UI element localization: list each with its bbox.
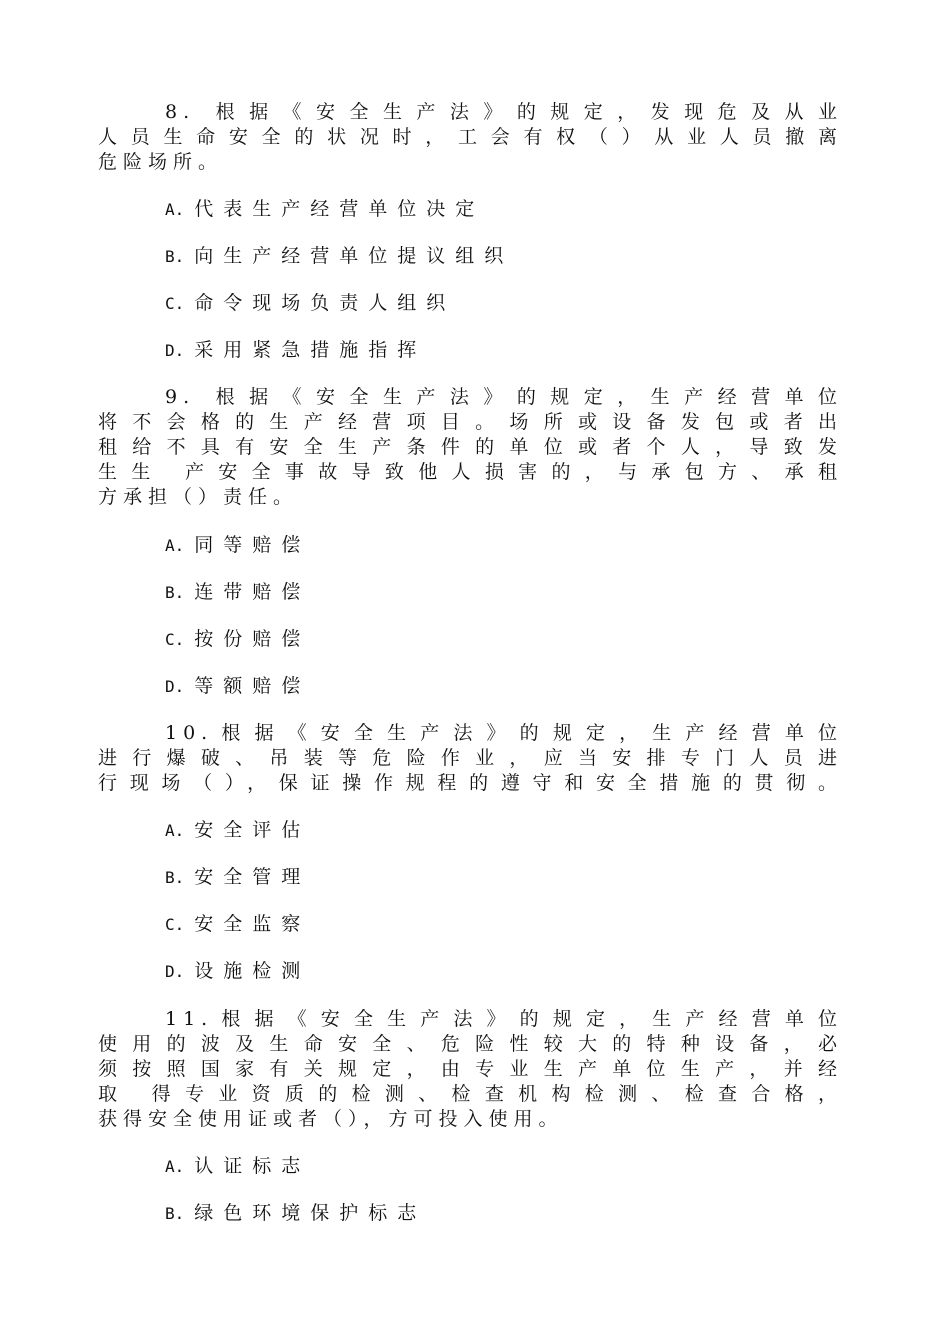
option-c: C. 按份赔偿 xyxy=(165,628,311,650)
question-line: 租给不具有安全生产条件的单位或者个人，导致发 xyxy=(98,436,843,458)
question-line: 行现场（），保证操作规程的遵守和安全措施的贯彻。 xyxy=(98,772,843,794)
question-9 xyxy=(98,385,843,510)
question-line: 生生 产安全事故导致他人损害的，与承包方、承租 xyxy=(98,461,843,483)
question-10 xyxy=(98,721,843,796)
option-c: C. 安全监察 xyxy=(165,913,311,935)
option-b: B. 绿色环境保护标志 xyxy=(165,1202,427,1224)
option-c: C. 命令现场负责人组织 xyxy=(165,292,456,314)
question-8 xyxy=(98,100,843,175)
option-b: B. 连带赔偿 xyxy=(165,581,311,603)
option-a: A. 安全评估 xyxy=(165,819,311,841)
option-a: A. 代表生产经营单位决定 xyxy=(165,198,485,220)
question-line: 人员生命安全的状况时，工会有权（）从业人员撤离 xyxy=(98,126,843,148)
question-line: 使用的波及生命安全、危险性较大的特种设备，必 xyxy=(98,1033,843,1055)
option-b: B. 向生产经营单位提议组织 xyxy=(165,245,514,267)
option-b: B. 安全管理 xyxy=(165,866,311,888)
question-line: 获得安全使用证或者（），方可投入使用。 xyxy=(98,1108,564,1130)
option-d: D. 采用紧急措施指挥 xyxy=(165,339,427,361)
question-line: 进行爆破、吊装等危险作业，应当安排专门人员进 xyxy=(98,747,843,769)
question-11 xyxy=(98,1007,843,1132)
question-line: 10.根据《安全生产法》的规定，生产经营单位 xyxy=(165,722,843,744)
question-line: 将不会格的生产经营项目。场所或设备发包或者出 xyxy=(98,411,843,433)
question-line: 危险场所。 xyxy=(98,151,224,173)
question-line: 取 得专业资质的检测、检查机构检测、检查合格， xyxy=(98,1083,843,1105)
option-d: D. 等额赔偿 xyxy=(165,675,311,697)
question-line: 9. 根据《安全生产法》的规定，生产经营单位 xyxy=(165,386,843,408)
question-line: 11.根据《安全生产法》的规定，生产经营单位 xyxy=(165,1008,843,1030)
question-line: 8. 根据《安全生产法》的规定，发现危及从业 xyxy=(165,101,843,123)
question-line: 须按照国家有关规定，由专业生产单位生产，并经 xyxy=(98,1058,843,1080)
question-line: 方承担（）责任。 xyxy=(98,486,299,508)
option-d: D. 设施检测 xyxy=(165,960,311,982)
option-a: A. 同等赔偿 xyxy=(165,534,311,556)
option-a: A. 认证标志 xyxy=(165,1155,311,1177)
